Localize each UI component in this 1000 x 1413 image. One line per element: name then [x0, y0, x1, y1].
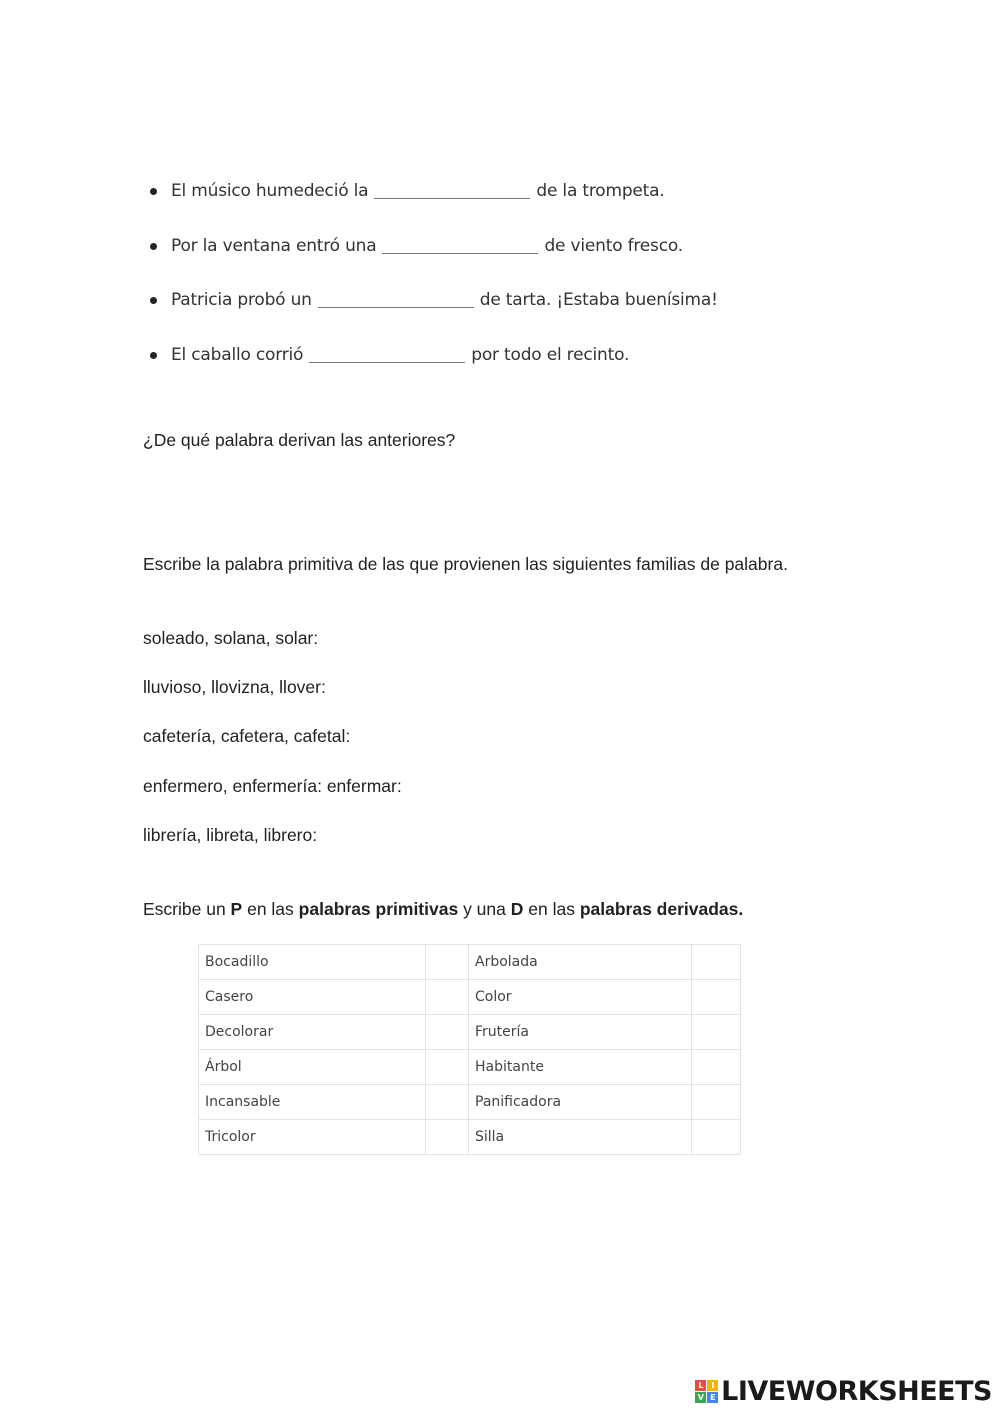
word-cell: Frutería — [469, 1015, 692, 1050]
answer-cell[interactable] — [692, 980, 741, 1015]
word-cell: Bocadillo — [199, 945, 426, 980]
word-cell: Panificadora — [469, 1085, 692, 1120]
answer-cell[interactable] — [426, 980, 469, 1015]
sentence-end: de la trompeta. — [536, 181, 665, 201]
pd-instruction-part: en las — [523, 899, 580, 919]
word-cell: Arbolada — [469, 945, 692, 980]
answer-blank[interactable] — [309, 348, 465, 363]
sentence-start: El caballo corrió — [171, 345, 304, 365]
bullet-icon — [150, 243, 157, 250]
pd-instruction-part: Escribe un — [143, 899, 231, 919]
pd-instruction-part: en las — [242, 899, 299, 919]
word-cell: Habitante — [469, 1050, 692, 1085]
answer-cell[interactable] — [426, 1050, 469, 1085]
answer-cell[interactable] — [692, 1085, 741, 1120]
family-item: librería, libreta, librero: — [143, 825, 318, 845]
logo-badge-v: V — [695, 1392, 706, 1403]
families-instruction: Escribe la palabra primitiva de las que provienen las siguientes familias de palabra. — [143, 554, 788, 574]
pd-instruction-bold: P — [230, 899, 243, 919]
pd-table — [198, 944, 741, 1155]
logo-badge-l: L — [695, 1380, 706, 1391]
table-row — [199, 945, 741, 980]
sentence-start: El músico humedeció la — [171, 181, 369, 201]
family-item: soleado, solana, solar: — [143, 628, 319, 648]
table-row — [199, 1050, 741, 1085]
answer-blank[interactable] — [382, 239, 538, 254]
logo-text: LIVEWORKSHEETS — [721, 1376, 992, 1407]
sentence-end: por todo el recinto. — [471, 345, 630, 365]
answer-cell[interactable] — [692, 1120, 741, 1155]
liveworksheets-logo — [695, 1376, 992, 1407]
sentence-row — [150, 233, 683, 259]
bullet-icon — [150, 352, 157, 359]
table-row — [199, 1015, 741, 1050]
logo-badge-icon — [695, 1380, 718, 1403]
logo-badge-i: I — [707, 1380, 718, 1391]
answer-blank[interactable] — [374, 184, 530, 199]
sentence-start: Patricia probó un — [171, 290, 312, 310]
sentence-start: Por la ventana entró una — [171, 236, 377, 256]
pd-instruction-part: y una — [458, 899, 511, 919]
bullet-icon — [150, 188, 157, 195]
question-text: ¿De qué palabra derivan las anteriores? — [143, 430, 456, 450]
bullet-icon — [150, 297, 157, 304]
family-item: cafetería, cafetera, cafetal: — [143, 726, 351, 746]
sentence-end: de viento fresco. — [544, 236, 683, 256]
answer-cell[interactable] — [426, 1120, 469, 1155]
sentence-end: de tarta. ¡Estaba buenísima! — [479, 290, 718, 310]
word-cell: Color — [469, 980, 692, 1015]
table-row — [199, 980, 741, 1015]
word-cell: Tricolor — [199, 1120, 426, 1155]
answer-cell[interactable] — [692, 1050, 741, 1085]
sentence-row — [150, 342, 629, 368]
word-cell: Árbol — [199, 1050, 426, 1085]
word-cell: Silla — [469, 1120, 692, 1155]
pd-instruction-bold: palabras primitivas — [298, 899, 459, 919]
pd-instruction-bold: D — [510, 899, 524, 919]
pd-instruction — [143, 899, 743, 920]
answer-cell[interactable] — [426, 1015, 469, 1050]
table-row — [199, 1085, 741, 1120]
word-cell: Incansable — [199, 1085, 426, 1120]
word-cell: Decolorar — [199, 1015, 426, 1050]
pd-instruction-bold: palabras derivadas. — [579, 899, 744, 919]
answer-cell[interactable] — [426, 1085, 469, 1120]
answer-cell[interactable] — [426, 945, 469, 980]
sentence-row — [150, 287, 718, 313]
table-row — [199, 1120, 741, 1155]
logo-badge-e: E — [707, 1392, 718, 1403]
answer-cell[interactable] — [692, 1015, 741, 1050]
sentence-row — [150, 178, 665, 204]
family-item: lluvioso, llovizna, llover: — [143, 677, 326, 697]
word-cell: Casero — [199, 980, 426, 1015]
family-item: enfermero, enfermería: enfermar: — [143, 776, 402, 796]
answer-blank[interactable] — [318, 293, 474, 308]
answer-cell[interactable] — [692, 945, 741, 980]
